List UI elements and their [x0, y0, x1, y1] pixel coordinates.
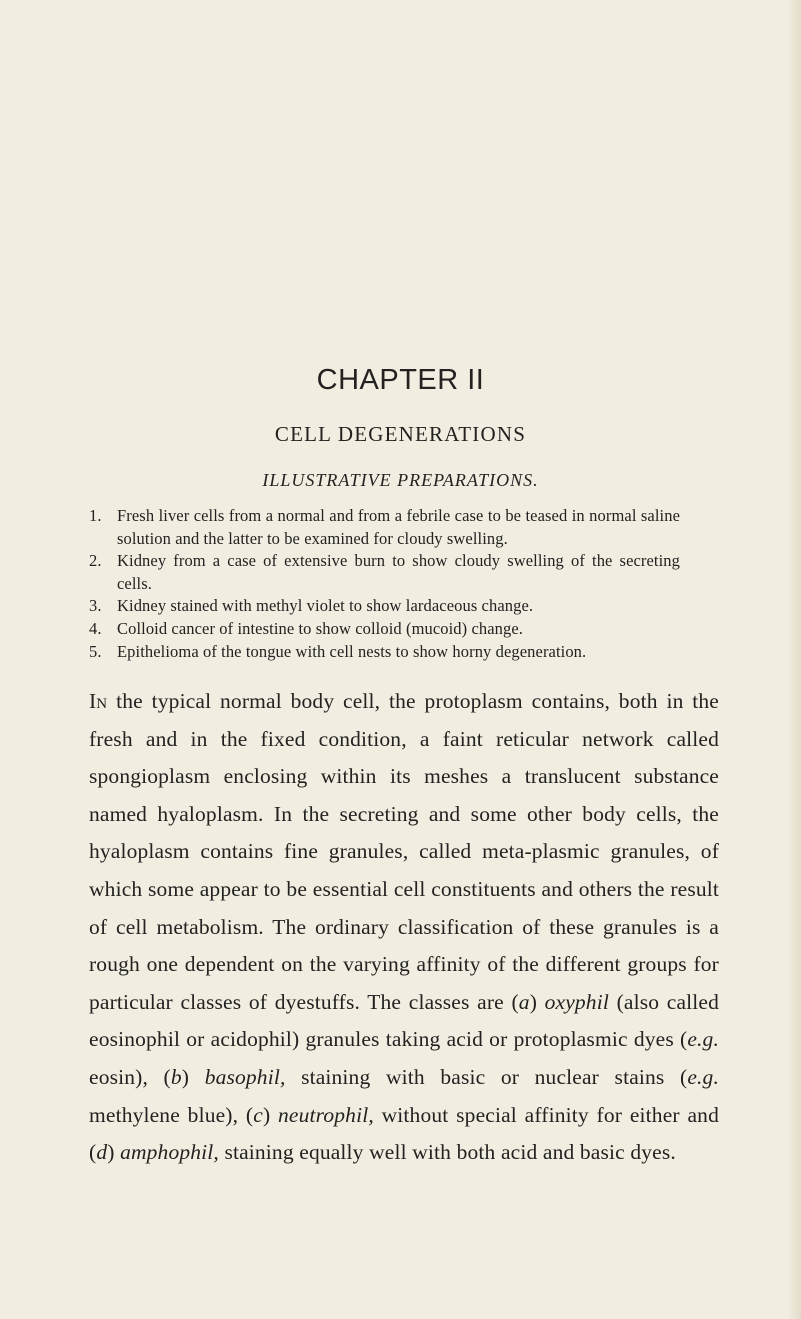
preparation-text: Kidney stained with methyl violet to show lardaceous change.	[117, 596, 534, 616]
paragraph-text: methylene blue), (	[89, 1102, 254, 1127]
paragraph-text: staining with basic or nuclear stains (	[285, 1064, 688, 1089]
preparation-item	[0, 505, 680, 550]
term-amphophil: amphophil,	[120, 1140, 219, 1165]
paragraph-text: eosin), (	[89, 1064, 171, 1089]
paragraph-text: staining equally well with both acid and basic dyes.	[218, 1140, 676, 1165]
label-d: d	[96, 1140, 108, 1165]
preparation-text: Epithelioma of the tongue with cell nests to show horny degeneration.	[117, 641, 587, 661]
label-b: b	[170, 1064, 182, 1089]
label-c: c	[253, 1102, 263, 1127]
preparation-number: 2.	[89, 551, 102, 571]
preparation-number: 3.	[89, 596, 102, 616]
paragraph-text: (also called eosinophil or acidophil) granules taking acid or protoplasmic dyes (	[89, 989, 719, 1052]
chapter-title: CELL DEGENERATIONS	[274, 422, 527, 446]
preparation-number: 1.	[89, 506, 102, 525]
body-paragraph: In the typical normal body cell, the protoplasm contains, both in the fresh and in the fixed condition, a faint reticular network called spongioplasm enclosing within its meshes a translucent substance named hyaloplasm. In the secreting and some other body cells, the hyaloplasm contains fine granules, called meta-plasmic granules, of which some appear to be essential cell constituents and others the result of cell metabolism. The ordinary classification of these granules is a rough one dependent on the varying affinity of the different groups for particular classes of dyestuffs. The classes are (a) oxyphil (also called eosinophil or acidophil) granules taking acid or protoplasmic dyes (e.g. eosin), (b) basophil, staining with basic or nuclear stains (e.g. methylene blue), (c) neutrophil, without special affinity for either and (d) amphophil, staining equally well with both acid and basic dyes.	[89, 689, 719, 1165]
preparation-number: 4.	[89, 618, 102, 638]
preparation-item	[0, 618, 680, 641]
abbr-eg: e.g.	[687, 1064, 719, 1089]
preparations-heading: ILLUSTRATIVE PREPARATIONS.	[262, 470, 539, 490]
term-basophil: basophil,	[204, 1064, 286, 1089]
paragraph-lead-word: In	[89, 689, 108, 713]
preparation-number: 5.	[89, 641, 102, 661]
preparations-list	[0, 505, 801, 663]
label-a: a	[518, 989, 530, 1014]
preparation-item	[0, 595, 680, 618]
abbr-eg: e.g.	[687, 1027, 719, 1052]
preparation-text: Kidney from a case of extensive burn to show cloudy swelling of the secreting cells.	[117, 551, 680, 593]
paragraph-text: the typical normal body cell, the protoplasm contains, both in the fresh and in the fixed condition, a faint reticular network called spongioplasm enclosing within its meshes a translucent substance named hyaloplasm. In the secreting and some other body cells, the hyaloplasm contains fine granules, called meta-plasmic granules, of which some appear to be essential cell constituents and others the result of cell metabolism. The ordinary classification of these granules is a rough one dependent on the varying affinity of the different groups for particular classes of dyestuffs. The classes are (	[89, 689, 719, 1014]
preparation-item	[0, 641, 680, 664]
paragraph-text: without special affinity for either and (	[89, 1102, 719, 1165]
term-neutrophil: neutrophil,	[278, 1102, 374, 1127]
preparation-text: Colloid cancer of intestine to show colloid (mucoid) change.	[117, 618, 524, 638]
chapter-heading: CHAPTER II	[316, 364, 485, 396]
preparation-text: Fresh liver cells from a normal and from a febrile case to be teased in normal saline solution and the latter to be examined for cloudy swelling.	[117, 506, 680, 548]
preparation-item	[0, 550, 680, 595]
term-oxyphil: oxyphil	[544, 989, 609, 1014]
